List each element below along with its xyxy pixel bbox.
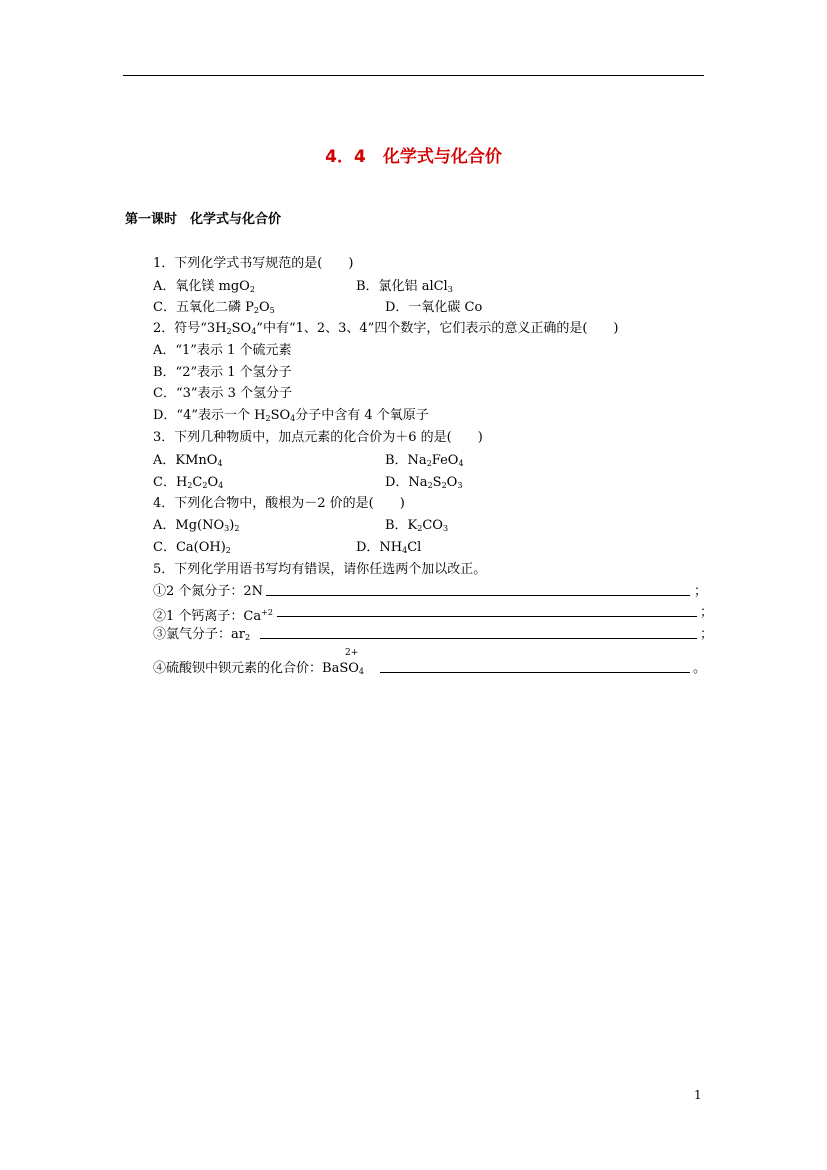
q1-option-b: B．氯化铝 alCl$_3$ [356,279,453,294]
q4-option-c: C．$Ca(OH)_2$ [153,540,231,555]
q5-item-1: ①2 个氮分子：2N [153,584,264,599]
q5-item-3-answer-line[interactable] [260,627,697,639]
q1-option-a: A．氧化镁 mgO$_2$ [153,279,255,294]
q3-stem: 3．下列几种物质中，加点元素的化合价为＋6 的是( ) [153,430,483,445]
q5-item-1-end: ； [694,584,708,599]
q3-option-d: D．$Na_2S_2O_3$ [385,475,463,490]
q5-item-4-charge: 2+ [345,648,359,658]
q2-option-d: D．“4”表示一个 $H_2SO_4$分子中含有 4 个氧原子 [153,408,429,423]
q5-item-4: ④硫酸钡中钡元素的化合价：BaSO$_4$ [153,661,364,676]
page-title: 4．4 化学式与化合价 [325,147,502,167]
q5-item-2-end: ； [700,605,714,620]
q5-stem: 5．下列化学用语书写均有错误，请你任选两个加以改正。 [153,562,487,577]
q5-item-4-answer-line[interactable] [380,661,690,673]
q2-option-a: A．“1”表示 1 个硫元素 [153,343,292,358]
q4-option-b: B．$K_2CO_3$ [385,518,449,533]
q4-option-a: A．$Mg(NO_3)_2$ [153,518,240,533]
q2-stem: 2．符号“$3H_2SO_4$”中有“1、2、3、4”四个数字，它们表示的意义正确的是( ) [153,321,619,336]
q4-option-d: D．$NH_4Cl$ [356,540,422,555]
header-rule [123,75,704,76]
q5-item-2: ②1 个钙离子：$Ca^{+2}$ [153,608,273,624]
q3-option-b: B．$Na_2FeO_4$ [385,453,464,468]
q2-option-c: C．“3”表示 3 个氢分子 [153,386,293,401]
q1-option-c: C．五氧化二磷 $P_2O_5$ [153,300,275,315]
page-number: 1 [694,1088,702,1102]
q4-stem: 4．下列化合物中，酸根为－2 价的是( ) [153,496,405,511]
q5-item-3: ③氯气分子：$ar_2$ [153,627,251,642]
q1-option-d: D．一氧化碳 Co [385,300,483,315]
q1-stem: 1．下列化学式书写规范的是( ) [153,256,354,271]
q5-item-3-end: ； [700,627,714,642]
q2-option-b: B．“2”表示 1 个氢分子 [153,365,292,380]
q3-option-c: C．$H_2C_2O_4$ [153,475,224,490]
q3-option-a: A．KMnO$_4$ [153,453,223,468]
section-subtitle: 第一课时 化学式与化合价 [125,212,282,227]
q5-item-1-answer-line[interactable] [266,584,690,596]
q5-item-2-answer-line[interactable] [277,605,697,617]
q5-item-4-end: 。 [693,661,707,676]
